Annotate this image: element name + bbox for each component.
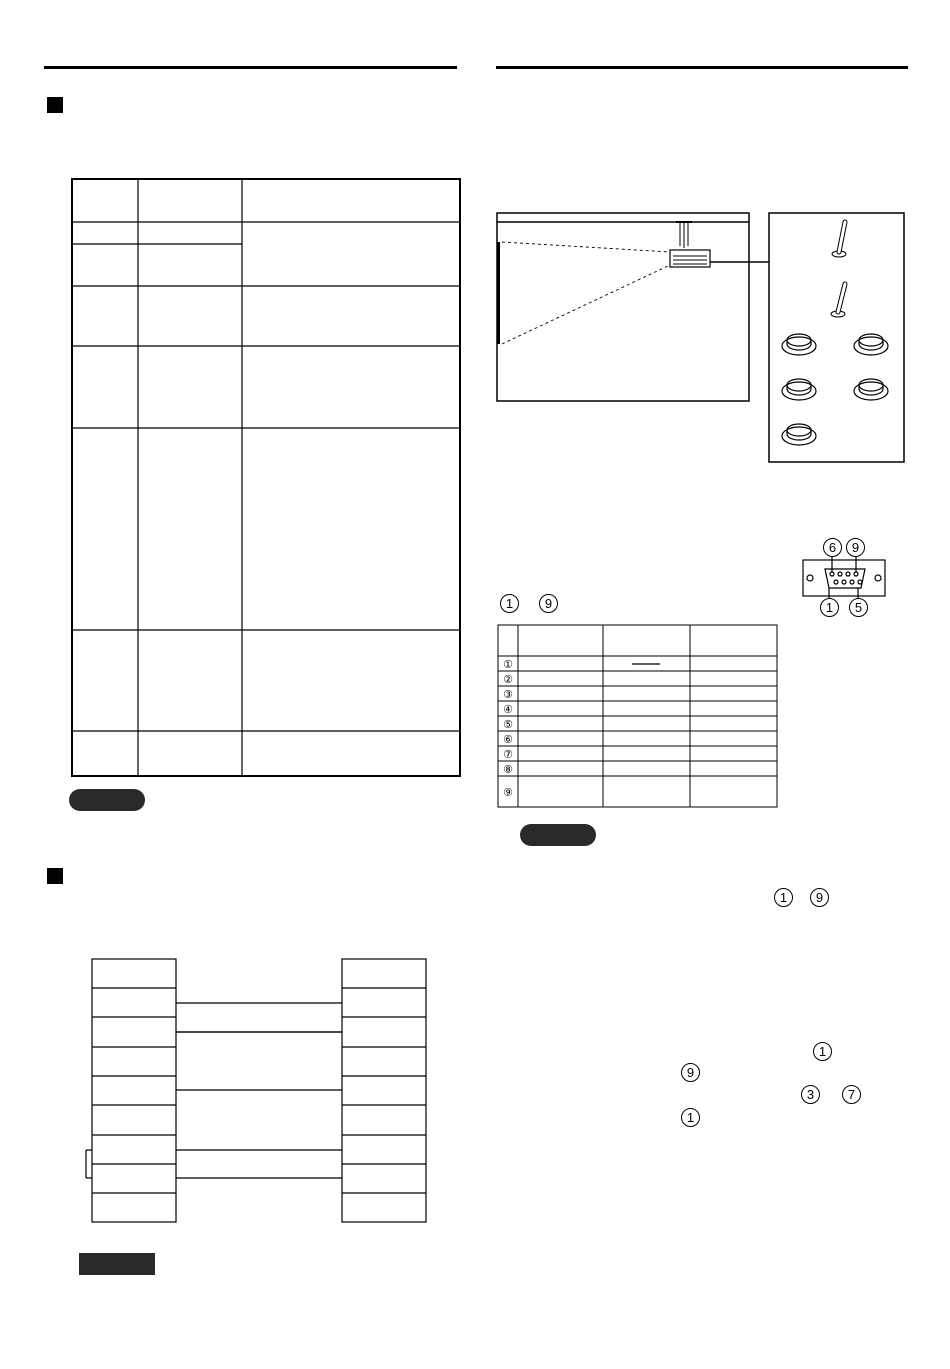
pin-row-label: ⑥ [503, 734, 513, 746]
pin-row-label: ⑤ [503, 719, 513, 731]
pin-row-label: ④ [503, 704, 513, 716]
pin-row-label: ⑧ [503, 764, 513, 776]
pin-label-5: 5 [849, 598, 868, 617]
ref-circle: 1 [774, 888, 793, 907]
ref-circle: 7 [842, 1085, 861, 1104]
pin-row-label: ① [503, 659, 513, 671]
pin-row-label: ⑨ [503, 787, 513, 799]
ref-circle: 9 [681, 1063, 700, 1082]
pin-range-end: 9 [539, 594, 558, 613]
ref-circle: 3 [801, 1085, 820, 1104]
ref-circle: 1 [681, 1108, 700, 1127]
pin-row-label: ⑦ [503, 749, 513, 761]
ref-circle: 9 [810, 888, 829, 907]
pin-range-start: 1 [500, 594, 519, 613]
ref-circle: 1 [813, 1042, 832, 1061]
pin-label-1: 1 [820, 598, 839, 617]
pin-label-6: 6 [823, 538, 842, 557]
pin-row-label: ② [503, 674, 513, 686]
pin-label-9: 9 [846, 538, 865, 557]
pin-row-label: ③ [503, 689, 513, 701]
